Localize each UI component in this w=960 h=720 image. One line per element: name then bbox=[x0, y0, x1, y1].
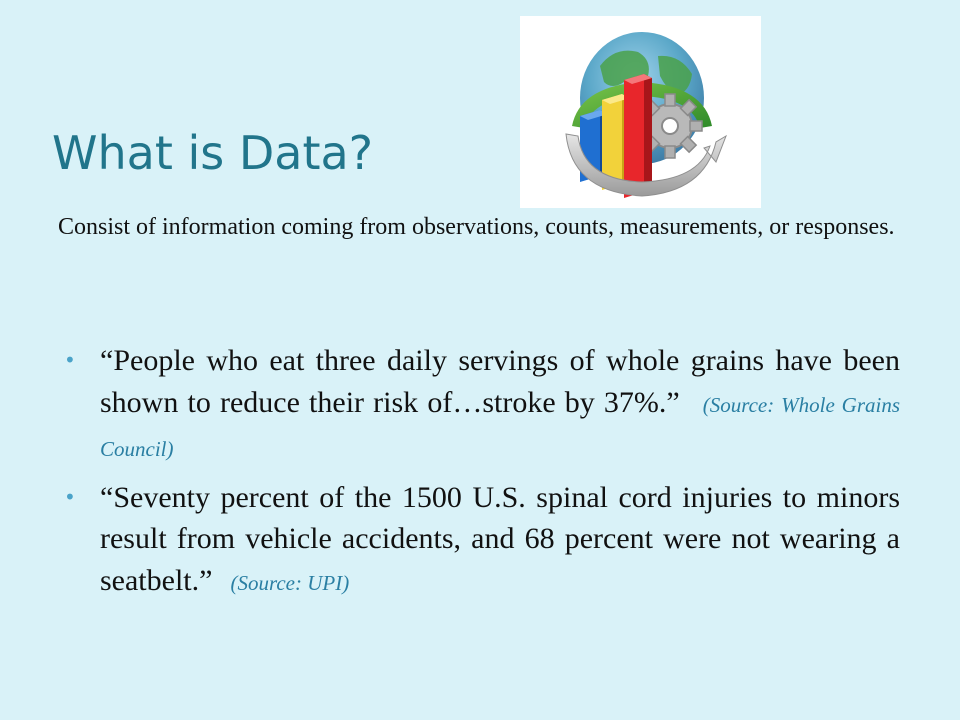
globe-bar-chart-gear-icon bbox=[520, 16, 761, 208]
bullet-icon: • bbox=[64, 348, 76, 372]
bullet-list bbox=[64, 340, 900, 604]
data-illustration bbox=[520, 16, 761, 208]
bullet-source: (Source: Whole Grains Council) bbox=[100, 392, 901, 461]
bullet-quote: “Seventy percent of the 1500 U.S. spinal cord injuries to minors result from vehicle accidents, and 68 percent were not wearing a seatbelt.” bbox=[100, 480, 900, 597]
bullet-item bbox=[64, 340, 900, 471]
bullet-item bbox=[64, 477, 900, 605]
bullet-icon: • bbox=[64, 484, 76, 509]
slide-title: What is Data? bbox=[52, 126, 374, 180]
definition-text: Consist of information coming from observations, counts, measurements, or responses. bbox=[58, 214, 895, 240]
bullet-quote: “People who eat three daily servings of whole grains have been shown to reduce their risk of…stroke by 37%.” bbox=[100, 344, 900, 419]
bullet-source: (Source: UPI) bbox=[219, 570, 350, 595]
